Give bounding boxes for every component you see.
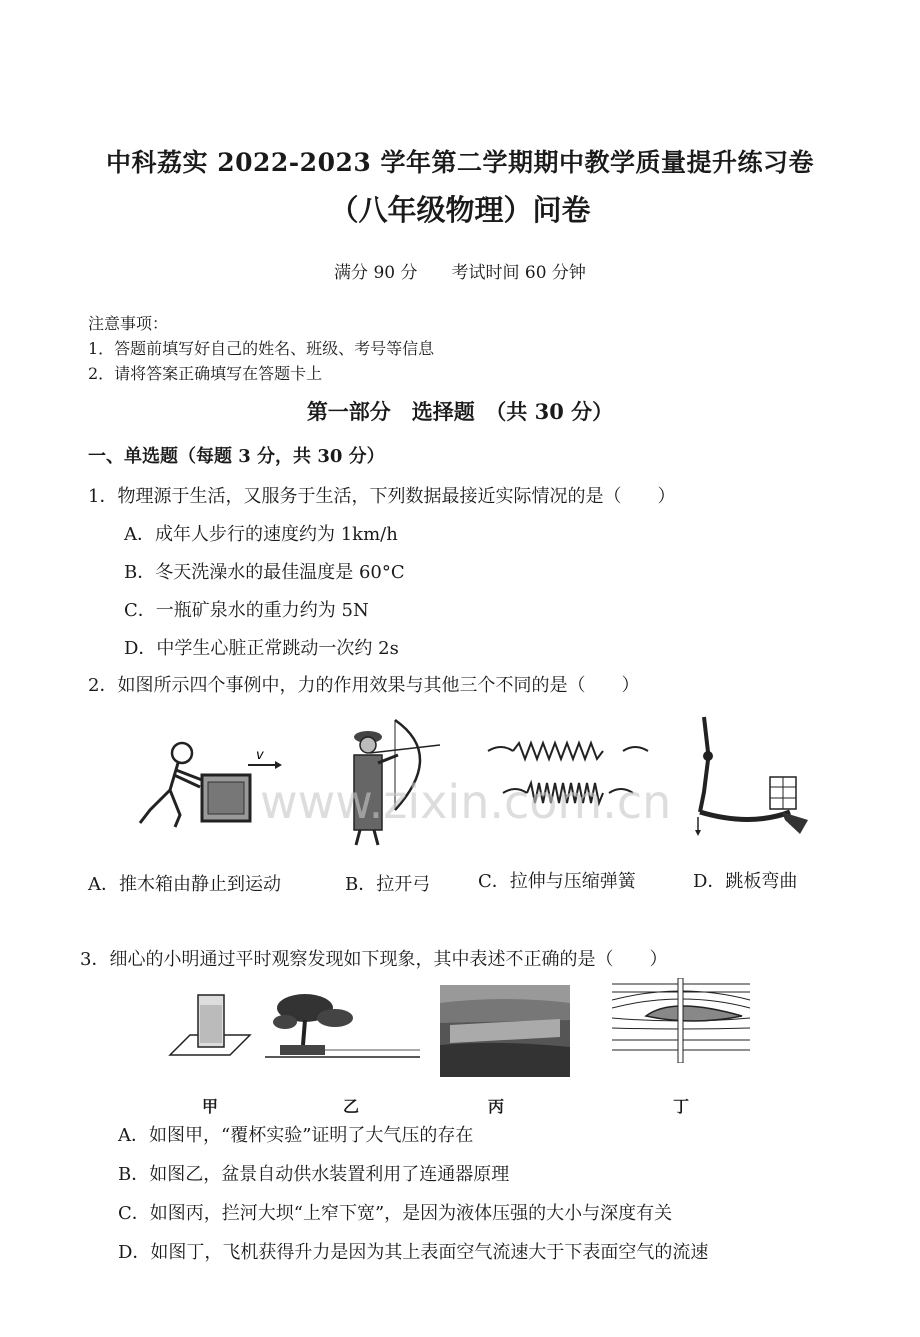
q2-caption-b: B．拉开弓 bbox=[345, 874, 431, 895]
q1-option-d: D．中学生心脏正常跳动一次约 2s bbox=[124, 638, 399, 659]
watermark: www.zixin.com.cn bbox=[260, 775, 672, 829]
question-3-stem: 3．细心的小明通过平时观察发现如下现象，其中表述不正确的是（ ） bbox=[80, 949, 668, 970]
q2-caption-c: C．拉伸与压缩弹簧 bbox=[478, 871, 636, 892]
q3-figure-airfoil bbox=[612, 978, 754, 1063]
notice-item-2: 2．请将答案正确填写在答题卡上 bbox=[88, 364, 323, 383]
q3-figure-bonsai bbox=[265, 990, 425, 1065]
question-2-stem: 2．如图所示四个事例中，力的作用效果与其他三个不同的是（ ） bbox=[88, 675, 640, 696]
exam-title: 中科荔实 2022-2023 学年第二学期期中教学质量提升练习卷 bbox=[106, 148, 814, 177]
q3-caption-ding: 丁 bbox=[673, 1097, 690, 1116]
q3-figure-cup bbox=[165, 990, 255, 1070]
q1-option-b: B．冬天洗澡水的最佳温度是 60°C bbox=[124, 562, 405, 583]
section-title: 第一部分 选择题 （共 30 分） bbox=[306, 399, 614, 424]
q3-caption-yi: 乙 bbox=[343, 1097, 360, 1116]
q3-option-d: D．如图丁，飞机获得升力是因为其上表面空气流速大于下表面空气的流速 bbox=[118, 1242, 709, 1263]
q3-caption-bing: 丙 bbox=[488, 1097, 505, 1116]
q2-caption-d: D．跳板弯曲 bbox=[693, 871, 798, 892]
q2-caption-a: A．推木箱由静止到运动 bbox=[88, 874, 281, 895]
q1-option-a: A．成年人步行的速度约为 1km/h bbox=[124, 524, 398, 545]
question-1-stem: 1．物理源于生活，又服务于生活，下列数据最接近实际情况的是（ ） bbox=[88, 486, 676, 507]
q3-figure-dam-photo bbox=[440, 985, 570, 1077]
exam-meta: 满分 90 分 考试时间 60 分钟 bbox=[334, 263, 586, 283]
notice-heading: 注意事项： bbox=[88, 314, 169, 333]
q3-option-a: A．如图甲，“覆杯实验”证明了大气压的存在 bbox=[118, 1125, 474, 1146]
q3-option-b: B．如图乙，盆景自动供水装置利用了连通器原理 bbox=[118, 1164, 510, 1185]
exam-subtitle: （八年级物理）问卷 bbox=[329, 193, 591, 227]
subsection-title: 一、单选题（每题 3 分，共 30 分） bbox=[88, 446, 385, 467]
q3-caption-jia: 甲 bbox=[202, 1097, 219, 1116]
q2-figure-diving-board bbox=[690, 712, 815, 842]
notice-item-1: 1．答题前填写好自己的姓名、班级、考号等信息 bbox=[88, 339, 435, 358]
q3-option-c: C．如图丙，拦河大坝“上窄下宽”，是因为液体压强的大小与深度有关 bbox=[118, 1203, 673, 1224]
velocity-label: v bbox=[256, 748, 264, 763]
q1-option-c: C．一瓶矿泉水的重力约为 5N bbox=[124, 600, 369, 621]
